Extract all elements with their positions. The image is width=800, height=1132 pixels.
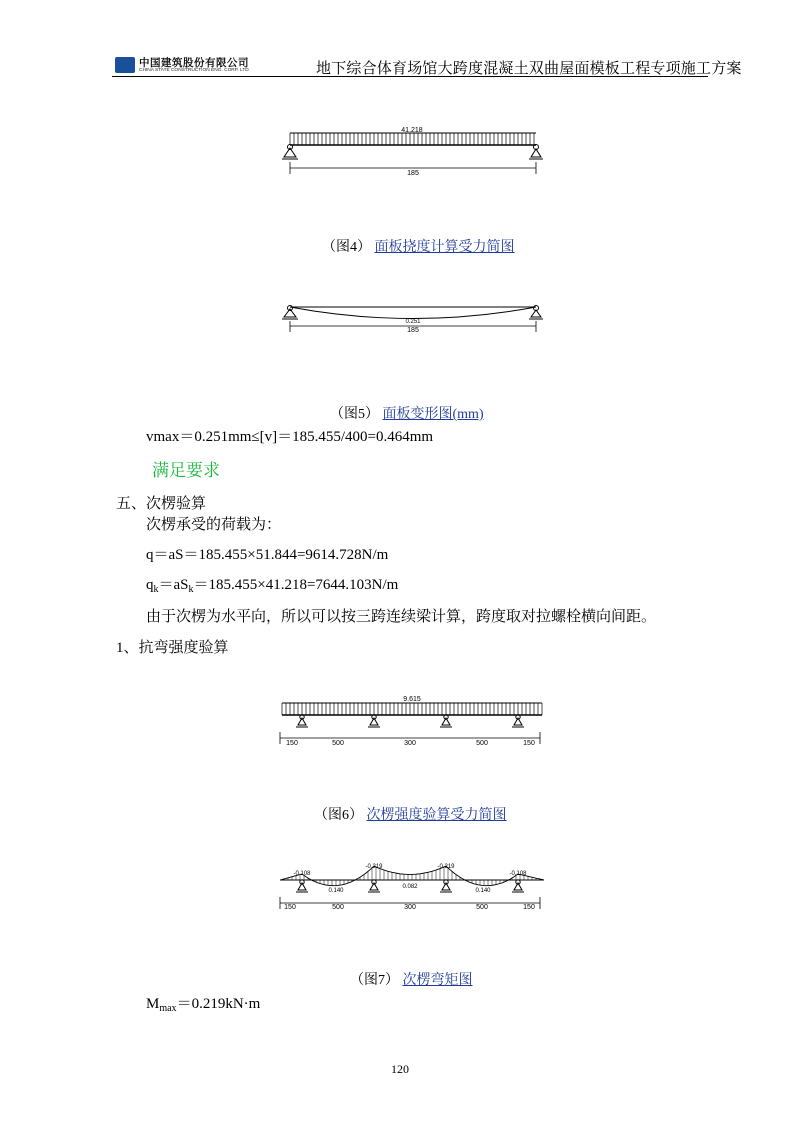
page-number: 120 xyxy=(391,1062,409,1076)
figure-4-caption-number: （图4） xyxy=(322,240,371,255)
header-rule xyxy=(112,76,708,77)
qk-mid: ＝aS xyxy=(158,577,189,593)
fig6-span-3: 300 xyxy=(404,740,416,746)
figure-5-caption-link[interactable]: 面板变形图(mm) xyxy=(382,407,484,422)
figure-4-load-diagram xyxy=(276,124,548,182)
figure-6-caption xyxy=(314,804,507,824)
continuous-beam-note: 由于次楞为水平向，所以可以按三跨连续梁计算，跨度取对拉螺栓横向间距。 xyxy=(146,609,657,625)
qk-symbol: q xyxy=(146,577,154,593)
figure-4-caption-link[interactable]: 面板挠度计算受力简图 xyxy=(374,240,515,255)
figure-5-caption-number: （图5） xyxy=(330,407,379,422)
fig4-load-label: 41.218 xyxy=(401,127,423,134)
fig5-deflection-label: 0.251 xyxy=(405,319,421,325)
fig7-moment-bottom-2: 0.082 xyxy=(402,884,418,890)
sk-subscript: k xyxy=(188,584,194,595)
fig7-moment-top-3: -0.219 xyxy=(437,864,455,870)
figure-5-caption xyxy=(330,403,484,423)
figure-6-load-diagram xyxy=(276,688,548,746)
figure-7-moment-diagram xyxy=(276,858,548,918)
requirement-satisfied: 满足要求 xyxy=(152,461,220,480)
figure-5-deflection-diagram xyxy=(276,300,548,340)
fig7-moment-top-4: -0.108 xyxy=(509,871,527,877)
figure-6-caption-number: （图6） xyxy=(314,808,363,823)
fig6-span-5: 150 xyxy=(523,740,535,746)
fig7-moment-top-2: -0.219 xyxy=(365,864,383,870)
fig7-span-5: 150 xyxy=(523,904,535,911)
load-intro: 次楞承受的荷载为： xyxy=(146,517,282,533)
company-name-cn: 中国建筑股份有限公司 xyxy=(139,57,249,69)
subsection-1-heading: 1、抗弯强度验算 xyxy=(116,640,229,656)
fig6-span-4: 500 xyxy=(476,740,488,746)
figure-4-caption xyxy=(322,236,515,256)
company-name-en: CHINA STATE CONSTRUCTION ENG. CORP. LTD xyxy=(139,68,249,73)
figure-6-caption-link[interactable]: 次楞强度验算受力简图 xyxy=(366,808,507,823)
fig6-span-2: 500 xyxy=(332,740,344,746)
qk-subscript: k xyxy=(153,584,159,595)
fig7-span-2: 500 xyxy=(332,904,344,911)
q-formula: q＝aS＝185.455×51.844=9614.728N/m xyxy=(146,547,389,563)
qk-value: ＝185.455×41.218=7644.103N/m xyxy=(193,577,399,593)
fig6-load-label: 9.615 xyxy=(403,696,421,703)
figure-7-caption-number: （图7） xyxy=(350,973,399,988)
fig7-moment-bottom-1: 0.140 xyxy=(328,888,344,894)
company-logo-icon xyxy=(115,57,135,73)
mmax-subscript: max xyxy=(159,1003,177,1014)
fig4-span-label: 185 xyxy=(407,170,419,177)
fig7-span-3: 300 xyxy=(404,904,416,911)
figure-7-caption-link[interactable]: 次楞弯矩图 xyxy=(402,973,473,988)
fig5-span-label: 185 xyxy=(407,327,419,334)
fig7-moment-bottom-3: 0.140 xyxy=(475,888,491,894)
vmax-check: vmax＝0.251mm≤[v]＝185.455/400=0.464mm xyxy=(146,429,434,445)
document-title: 地下综合体育场馆大跨度混凝土双曲屋面模板工程专项施工方案 xyxy=(316,61,742,77)
mmax-result xyxy=(146,992,260,1014)
fig6-span-1: 150 xyxy=(286,740,298,746)
fig7-span-4: 500 xyxy=(476,904,488,911)
qk-formula xyxy=(146,573,398,595)
mmax-symbol: M xyxy=(146,996,160,1012)
figure-7-caption xyxy=(350,969,473,989)
fig7-span-1: 150 xyxy=(284,904,296,911)
fig7-moment-top-1: -0.108 xyxy=(293,871,311,877)
mmax-value: ＝0.219kN·m xyxy=(176,996,261,1012)
section-5-heading: 五、次楞验算 xyxy=(116,496,207,512)
